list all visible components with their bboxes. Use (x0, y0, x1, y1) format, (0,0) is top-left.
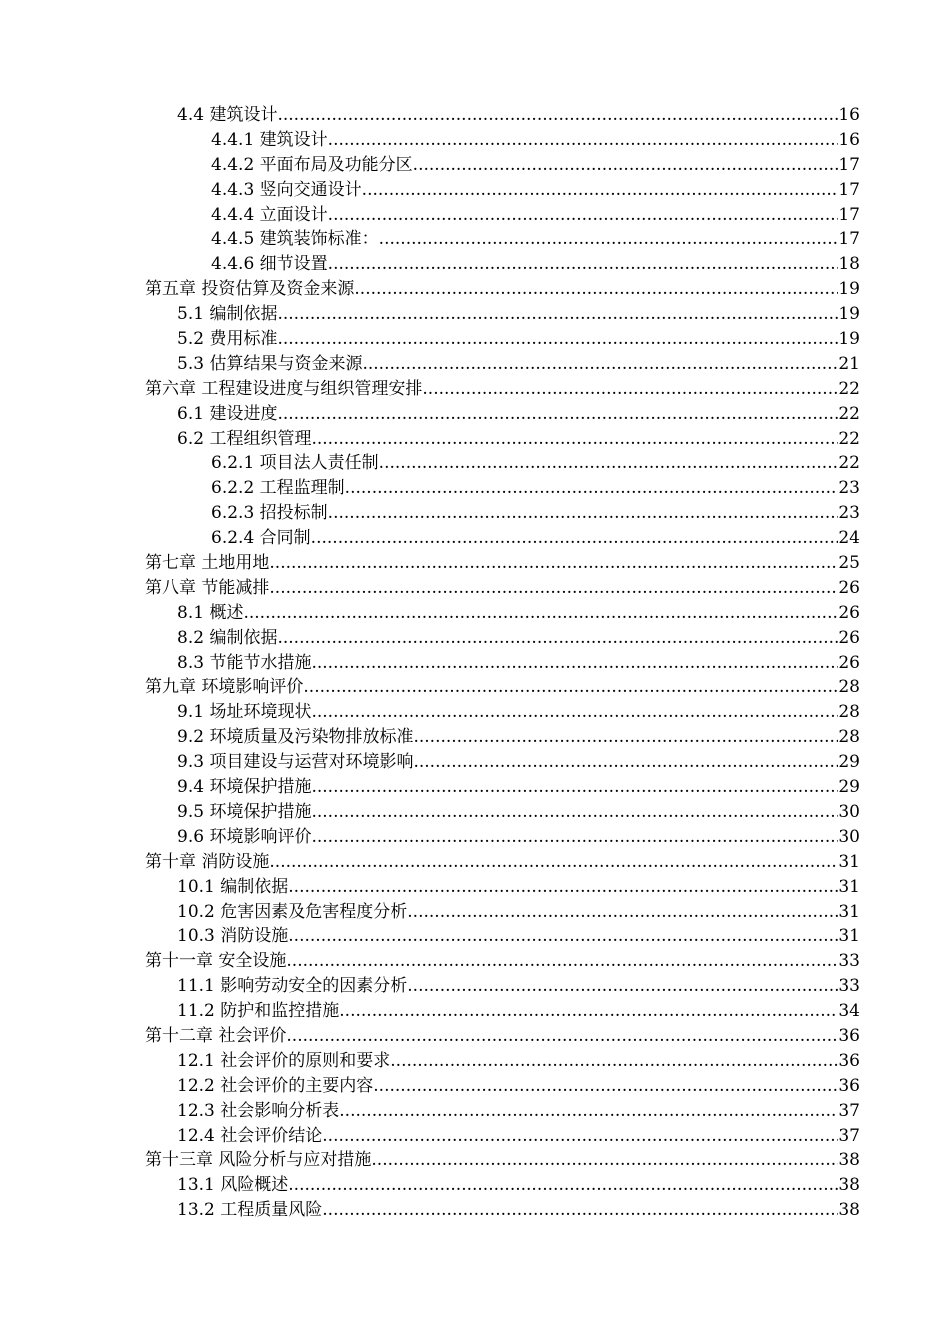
toc-page-number: 34 (838, 1001, 860, 1022)
toc-entry-title: 9.4 环境保护措施 (177, 777, 312, 798)
toc-dot-leader (311, 800, 838, 825)
toc-dot-leader (339, 1099, 838, 1124)
toc-entry[interactable] (0, 725, 950, 750)
toc-page-number: 28 (838, 677, 860, 698)
toc-dot-leader (243, 601, 838, 626)
toc-dot-leader (288, 1173, 838, 1198)
toc-dot-leader (390, 1049, 838, 1074)
toc-entry[interactable] (0, 800, 950, 825)
toc-entry-title: 4.4 建筑设计 (177, 105, 278, 125)
toc-entry[interactable] (0, 825, 950, 850)
toc-entry-title: 4.4.1 建筑设计 (211, 129, 328, 150)
toc-entry-title: 8.2 编制依据 (177, 627, 278, 648)
toc-entry[interactable] (0, 775, 950, 800)
toc-entry[interactable] (0, 651, 950, 676)
toc-page-number: 16 (838, 105, 860, 125)
toc-entry[interactable] (0, 1173, 950, 1198)
toc-entry-title: 第七章 土地用地 (145, 553, 270, 574)
toc-page-number: 29 (838, 777, 860, 798)
toc-entry[interactable] (0, 949, 950, 974)
toc-dot-leader (413, 725, 838, 750)
toc-entry-title: 4.4.3 竖向交通设计 (211, 179, 362, 200)
toc-dot-leader (413, 153, 839, 178)
toc-entry[interactable] (0, 377, 950, 402)
toc-entry[interactable] (0, 551, 950, 576)
toc-page-number: 19 (838, 304, 860, 325)
toc-page-number: 22 (838, 453, 860, 474)
toc-page-number: 26 (838, 627, 860, 648)
toc-entry[interactable] (0, 427, 950, 452)
toc-entry-title: 5.1 编制依据 (177, 304, 278, 325)
toc-dot-leader (288, 875, 838, 900)
toc-page-number: 31 (838, 851, 860, 872)
toc-page-number: 22 (838, 428, 860, 449)
toc-dot-leader (277, 626, 838, 651)
toc-page-number: 28 (838, 727, 860, 748)
toc-dot-leader (328, 203, 839, 228)
toc-page-number: 17 (838, 154, 860, 175)
toc-entry-title: 12.4 社会评价结论 (177, 1125, 323, 1146)
toc-entry[interactable] (0, 875, 950, 900)
toc-entry-title: 4.4.4 立面设计 (211, 204, 328, 225)
toc-page-number: 31 (838, 926, 860, 947)
toc-entry-title: 12.1 社会评价的原则和要求 (177, 1050, 391, 1071)
toc-entry-title: 6.2.3 招投标制 (211, 503, 328, 524)
toc-entry[interactable] (0, 451, 950, 476)
toc-entry[interactable] (0, 252, 950, 277)
toc-entry-title: 10.2 危害因素及危害程度分析 (177, 901, 408, 922)
toc-page-number: 19 (838, 279, 860, 300)
toc-dot-leader (345, 476, 839, 501)
toc-entry[interactable] (0, 1124, 950, 1149)
toc-entry[interactable] (0, 1074, 950, 1099)
toc-entry[interactable] (0, 153, 950, 178)
toc-entry[interactable] (0, 1148, 950, 1173)
toc-entry-title: 第十一章 安全设施 (145, 951, 287, 972)
toc-entry-title: 第六章 工程建设进度与组织管理安排 (145, 378, 423, 399)
toc-page-number: 18 (838, 254, 860, 275)
toc-dot-leader (311, 775, 838, 800)
toc-entry-title: 6.2 工程组织管理 (177, 428, 312, 449)
toc-page-number: 24 (838, 528, 860, 549)
toc-dot-leader (379, 451, 839, 476)
toc-dot-leader (328, 252, 839, 277)
toc-dot-leader (311, 526, 839, 551)
toc-entry[interactable] (0, 601, 950, 626)
toc-dot-leader (269, 551, 838, 576)
toc-dot-leader (413, 750, 838, 775)
toc-entry-title: 第八章 节能减排 (145, 577, 270, 598)
toc-page-number: 30 (838, 801, 860, 822)
toc-dot-leader (328, 501, 839, 526)
toc-entry-title: 第十二章 社会评价 (145, 1025, 287, 1046)
toc-entry[interactable] (0, 302, 950, 327)
toc-entry[interactable] (0, 850, 950, 875)
toc-dot-leader (311, 427, 838, 452)
toc-dot-leader (328, 128, 839, 153)
toc-page-number: 17 (838, 229, 860, 250)
toc-dot-leader (286, 1024, 838, 1049)
toc-entry-title: 4.4.2 平面布局及功能分区 (211, 154, 413, 175)
toc-page-number: 21 (838, 353, 860, 374)
toc-dot-leader (371, 1148, 838, 1173)
toc-entry[interactable] (0, 128, 950, 153)
toc-entry[interactable] (0, 900, 950, 925)
toc-entry-title: 第五章 投资估算及资金来源 (145, 279, 355, 300)
toc-entry-title: 第十三章 风险分析与应对措施 (145, 1150, 372, 1171)
toc-page-number: 23 (838, 503, 860, 524)
toc-page-number: 37 (838, 1100, 860, 1121)
toc-entry[interactable] (0, 1198, 950, 1223)
toc-page-number: 33 (838, 976, 860, 997)
toc-entry-title: 第十章 消防设施 (145, 851, 270, 872)
toc-dot-leader (362, 178, 839, 203)
toc-page-number: 38 (838, 1150, 860, 1171)
toc-entry[interactable] (0, 227, 950, 252)
toc-dot-leader (277, 402, 838, 427)
toc-page-number: 26 (838, 602, 860, 623)
toc-entry[interactable] (0, 277, 950, 302)
toc-entry-title: 10.3 消防设施 (177, 926, 289, 947)
toc-dot-leader (277, 302, 838, 327)
toc-page-number: 19 (838, 329, 860, 350)
toc-dot-leader (311, 651, 838, 676)
toc-entry[interactable] (0, 1049, 950, 1074)
toc-dot-leader (373, 1074, 838, 1099)
toc-entry-title: 6.2.4 合同制 (211, 528, 311, 549)
toc-page-number: 31 (838, 901, 860, 922)
toc-entry-title: 12.3 社会影响分析表 (177, 1100, 340, 1121)
toc-dot-leader (407, 974, 838, 999)
toc-entry-title: 4.4.6 细节设置 (211, 254, 328, 275)
toc-page-number: 38 (838, 1200, 860, 1221)
toc-dot-leader (379, 227, 839, 252)
toc-entry-title: 6.2.1 项目法人责任制 (211, 453, 379, 474)
toc-page-number: 36 (838, 1075, 860, 1096)
toc-dot-leader (269, 850, 838, 875)
toc-entry[interactable] (0, 576, 950, 601)
toc-page-number: 22 (838, 403, 860, 424)
toc-entry[interactable] (0, 178, 950, 203)
toc-entry[interactable] (0, 402, 950, 427)
toc-entry[interactable] (0, 675, 950, 700)
toc-dot-leader (354, 277, 838, 302)
toc-entry[interactable] (0, 476, 950, 501)
toc-entry-title: 4.4.5 建筑装饰标准： (211, 229, 379, 250)
toc-entry-title: 8.1 概述 (177, 602, 244, 623)
toc-entry[interactable] (0, 327, 950, 352)
toc-entry-title: 9.6 环境影响评价 (177, 826, 312, 847)
toc-entry-title: 6.2.2 工程监理制 (211, 478, 345, 499)
toc-dot-leader (269, 576, 838, 601)
toc-page-number: 37 (838, 1125, 860, 1146)
toc-page-number: 25 (838, 553, 860, 574)
toc-page-number: 17 (838, 204, 860, 225)
toc-entry-title: 10.1 编制依据 (177, 876, 289, 897)
toc-entry[interactable] (0, 501, 950, 526)
toc-entry[interactable] (0, 203, 950, 228)
toc-entry-title: 9.2 环境质量及污染物排放标准 (177, 727, 414, 748)
toc-page-number: 17 (838, 179, 860, 200)
toc-entry-title: 5.2 费用标准 (177, 329, 278, 350)
toc-page-number: 28 (838, 702, 860, 723)
toc-page-number: 36 (838, 1025, 860, 1046)
toc-entry-title: 11.2 防护和监控措施 (177, 1001, 340, 1022)
toc-dot-leader (277, 103, 838, 128)
toc-dot-leader (322, 1198, 838, 1223)
toc-entry-title: 13.2 工程质量风险 (177, 1200, 323, 1221)
toc-dot-leader (362, 352, 838, 377)
toc-dot-leader (288, 924, 838, 949)
toc-dot-leader (303, 675, 838, 700)
toc-entry[interactable] (0, 700, 950, 725)
toc-page-number: 26 (838, 577, 860, 598)
toc-dot-leader (339, 999, 838, 1024)
toc-entry[interactable] (0, 103, 950, 128)
toc-page-number: 22 (838, 378, 860, 399)
toc-entry-title: 11.1 影响劳动安全的因素分析 (177, 976, 408, 997)
toc-entry-title: 12.2 社会评价的主要内容 (177, 1075, 374, 1096)
toc-entry[interactable] (0, 999, 950, 1024)
toc-entry-title: 8.3 节能节水措施 (177, 652, 312, 673)
toc-entry[interactable] (0, 924, 950, 949)
toc-page-number: 38 (838, 1175, 860, 1196)
toc-page-number: 23 (838, 478, 860, 499)
toc-page-number: 33 (838, 951, 860, 972)
toc-page-number: 26 (838, 652, 860, 673)
table-of-contents (0, 103, 950, 1223)
toc-entry-title: 6.1 建设进度 (177, 403, 278, 424)
toc-entry[interactable] (0, 1099, 950, 1124)
toc-entry-title: 5.3 估算结果与资金来源 (177, 353, 363, 374)
toc-dot-leader (311, 700, 838, 725)
toc-entry[interactable] (0, 750, 950, 775)
toc-entry[interactable] (0, 352, 950, 377)
toc-entry-title: 13.1 风险概述 (177, 1175, 289, 1196)
toc-page-number: 30 (838, 826, 860, 847)
toc-entry-title: 第九章 环境影响评价 (145, 677, 304, 698)
toc-page-number: 29 (838, 752, 860, 773)
toc-entry[interactable] (0, 526, 950, 551)
toc-entry[interactable] (0, 1024, 950, 1049)
toc-entry-title: 9.3 项目建设与运营对环境影响 (177, 752, 414, 773)
toc-dot-leader (277, 327, 838, 352)
toc-entry-title: 9.5 环境保护措施 (177, 801, 312, 822)
toc-dot-leader (286, 949, 838, 974)
toc-entry[interactable] (0, 974, 950, 999)
toc-dot-leader (422, 377, 838, 402)
toc-entry[interactable] (0, 626, 950, 651)
toc-dot-leader (322, 1124, 838, 1149)
toc-entry-title: 9.1 场址环境现状 (177, 702, 312, 723)
toc-dot-leader (407, 900, 838, 925)
toc-page-number: 31 (838, 876, 860, 897)
toc-page-number: 36 (838, 1050, 860, 1071)
toc-page-number: 16 (838, 129, 860, 150)
toc-dot-leader (311, 825, 838, 850)
